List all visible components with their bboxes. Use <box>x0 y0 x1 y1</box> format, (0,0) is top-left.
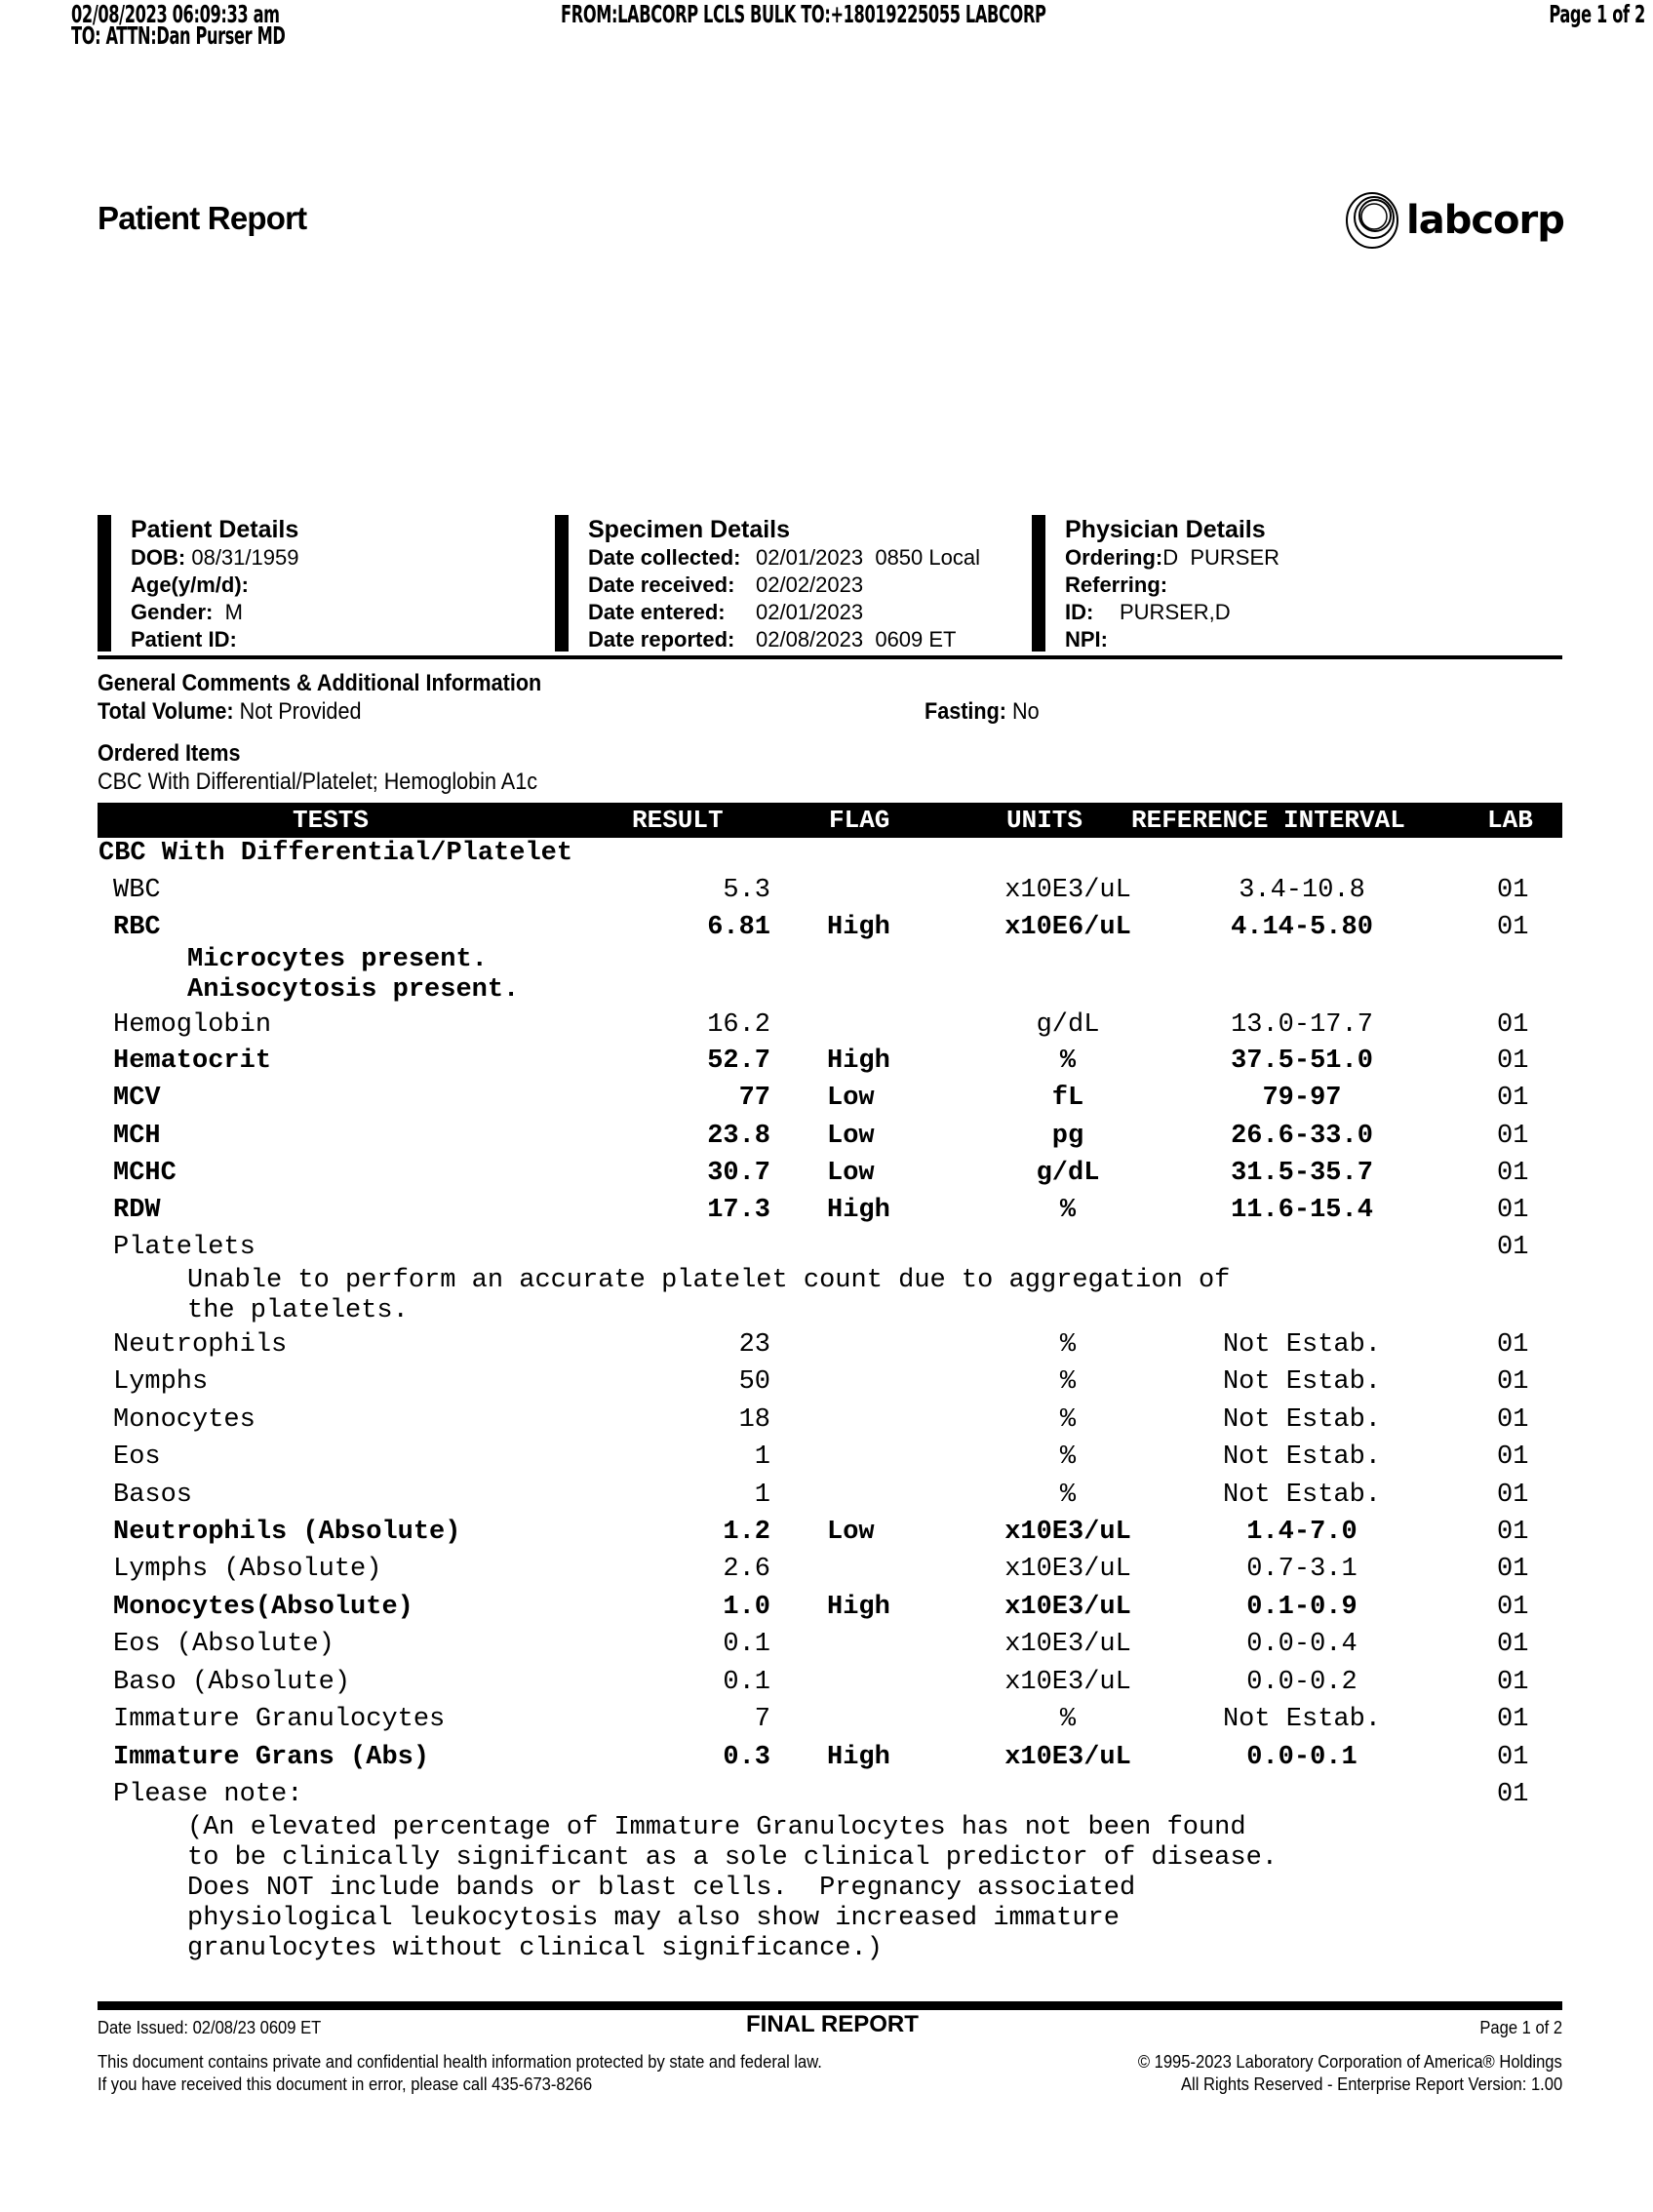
units-value: x10E3/uL <box>1004 1518 1131 1547</box>
lab-code: 01 <box>1497 1780 1529 1809</box>
lab-code: 01 <box>1497 1442 1529 1472</box>
test-name: WBC <box>113 876 161 905</box>
date-entered-label: Date entered: <box>588 600 726 624</box>
result-value: 1 <box>754 1442 770 1472</box>
date-collected-value: 02/01/2023 0850 Local <box>756 545 980 570</box>
report-version: All Rights Reserved - Enterprise Report Version: 1.00 <box>1180 2074 1562 2094</box>
lab-code: 01 <box>1497 1743 1529 1772</box>
date-entered-value: 02/01/2023 <box>756 600 864 624</box>
referring-label: Referring: <box>1065 573 1168 597</box>
reference-interval: 4.14-5.80 <box>1231 913 1373 942</box>
reference-interval: 0.7-3.1 <box>1246 1555 1358 1584</box>
fax-recipient: TO: ATTN:Dan Purser MD <box>71 21 286 50</box>
table-row <box>0 1630 1653 1667</box>
units-value: x10E3/uL <box>1004 876 1131 905</box>
flag-value: Low <box>827 1122 875 1151</box>
date-reported-value: 02/08/2023 0609 ET <box>756 627 957 652</box>
immature-granulocytes-note: (An elevated percentage of Immature Granulocytes has not been found <box>187 1813 1246 1842</box>
reference-interval: 31.5-35.7 <box>1231 1159 1373 1188</box>
units-value: x10E3/uL <box>1004 1630 1131 1659</box>
section-title: CBC With Differential/Platelet <box>98 839 573 868</box>
units-value: x10E3/uL <box>1004 1668 1131 1697</box>
test-name: Monocytes <box>113 1405 256 1435</box>
physician-id-label: ID: <box>1065 600 1094 624</box>
test-name: Neutrophils <box>113 1330 288 1360</box>
flag-value: Low <box>827 1159 875 1188</box>
test-name: Immature Grans (Abs) <box>113 1743 430 1772</box>
rbc-comment: Anisocytosis present. <box>187 975 520 1005</box>
specimen-details-heading: Specimen Details <box>588 516 791 543</box>
units-value: pg <box>1051 1122 1084 1151</box>
test-name: Neutrophils (Absolute) <box>113 1518 461 1547</box>
lab-code: 01 <box>1497 1233 1529 1262</box>
table-row <box>0 1010 1653 1047</box>
reference-interval: 1.4-7.0 <box>1246 1518 1358 1547</box>
results-table-header <box>98 803 1562 838</box>
table-row <box>0 1780 1653 1817</box>
page-title: Patient Report <box>98 200 307 236</box>
date-received-value: 02/02/2023 <box>756 573 864 597</box>
reference-interval: Not Estab. <box>1222 1367 1382 1397</box>
test-name: Basos <box>113 1481 193 1510</box>
units-value: fL <box>1051 1084 1084 1113</box>
result-value: 52.7 <box>707 1047 770 1076</box>
reference-interval: 0.0-0.1 <box>1246 1743 1358 1772</box>
footer-page-number: Page 1 of 2 <box>1479 2018 1562 2037</box>
footer-divider <box>98 2001 1562 2010</box>
reference-interval: Not Estab. <box>1222 1705 1382 1734</box>
labcorp-spiral-logo-icon <box>1344 190 1400 251</box>
flag-value: High <box>827 1196 890 1225</box>
test-name: Immature Granulocytes <box>113 1705 446 1734</box>
date-received-label: Date received: <box>588 573 735 597</box>
test-name: Hematocrit <box>113 1047 272 1076</box>
result-value: 17.3 <box>707 1196 770 1225</box>
table-row <box>0 1705 1653 1742</box>
lab-code: 01 <box>1497 1518 1529 1547</box>
test-name: Hemoglobin <box>113 1010 272 1040</box>
table-row <box>0 1442 1653 1480</box>
table-row <box>0 1367 1653 1404</box>
total-volume-value: Not Provided <box>239 698 362 725</box>
table-row <box>0 1668 1653 1705</box>
table-row <box>0 1330 1653 1367</box>
units-value: g/dL <box>1036 1159 1100 1188</box>
table-row <box>0 876 1653 913</box>
flag-value: High <box>827 913 890 942</box>
age-label: Age(y/m/d): <box>131 573 249 597</box>
gender-label: Gender: <box>131 600 214 624</box>
units-value: x10E3/uL <box>1004 1743 1131 1772</box>
table-row <box>0 1159 1653 1196</box>
lab-code: 01 <box>1497 1481 1529 1510</box>
lab-code: 01 <box>1497 1705 1529 1734</box>
date-collected-label: Date collected: <box>588 545 741 570</box>
col-header-tests: TESTS <box>293 806 370 835</box>
reference-interval: 79-97 <box>1262 1084 1342 1113</box>
result-value: 0.1 <box>723 1630 770 1659</box>
reference-interval: 0.0-0.2 <box>1246 1668 1358 1697</box>
patient-details-heading: Patient Details <box>131 516 299 543</box>
result-value: 16.2 <box>707 1010 770 1040</box>
confidentiality-notice: This document contains private and confidential health information protected by state and federal law. <box>98 2052 822 2072</box>
dob-label: DOB: <box>131 545 186 570</box>
labcorp-wordmark: labcorp <box>1406 198 1564 243</box>
lab-code: 01 <box>1497 1593 1529 1622</box>
lab-code: 01 <box>1497 1122 1529 1151</box>
result-value: 77 <box>738 1084 770 1113</box>
immature-granulocytes-note: Does NOT include bands or blast cells. Pregnancy associated <box>187 1874 1136 1903</box>
units-value: x10E6/uL <box>1004 913 1131 942</box>
reference-interval: 13.0-17.7 <box>1231 1010 1373 1040</box>
dob-value: 08/31/1959 <box>191 545 299 570</box>
result-value: 2.6 <box>723 1555 770 1584</box>
units-value: % <box>1059 1330 1077 1360</box>
copyright-line: © 1995-2023 Laboratory Corporation of America® Holdings <box>1138 2052 1562 2072</box>
result-value: 23 <box>738 1330 770 1360</box>
table-row <box>0 1555 1653 1592</box>
table-row <box>0 1084 1653 1121</box>
reference-interval: 26.6-33.0 <box>1231 1122 1373 1151</box>
table-row <box>0 1518 1653 1555</box>
units-value: x10E3/uL <box>1004 1593 1131 1622</box>
npi-label: NPI: <box>1065 627 1108 652</box>
result-value: 0.3 <box>723 1743 770 1772</box>
units-value: % <box>1059 1367 1077 1397</box>
ordered-items-heading <box>98 739 240 769</box>
test-name: Eos <box>113 1442 161 1472</box>
ordered-items-list: CBC With Differential/Platelet; Hemoglobin A1c <box>98 769 538 795</box>
lab-code: 01 <box>1497 1330 1529 1360</box>
result-value: 5.3 <box>723 876 770 905</box>
table-row <box>0 1405 1653 1442</box>
physician-id-value: PURSER,D <box>1120 600 1231 624</box>
lab-code: 01 <box>1497 913 1529 942</box>
general-comments-heading <box>98 669 541 698</box>
rbc-comment: Microcytes present. <box>187 945 488 974</box>
test-name: RDW <box>113 1196 161 1225</box>
units-value: % <box>1059 1196 1077 1225</box>
test-name: Please note: <box>113 1780 303 1809</box>
flag-value: Low <box>827 1518 875 1547</box>
result-value: 30.7 <box>707 1159 770 1188</box>
test-name: Baso (Absolute) <box>113 1668 351 1697</box>
platelet-comment: Unable to perform an accurate platelet count due to aggregation of <box>187 1266 1231 1295</box>
reference-interval: Not Estab. <box>1222 1481 1382 1510</box>
flag-value: High <box>827 1047 890 1076</box>
reference-interval: 0.1-0.9 <box>1246 1593 1358 1622</box>
lab-code: 01 <box>1497 1010 1529 1040</box>
fasting <box>925 697 1040 727</box>
test-name: Lymphs <box>113 1367 209 1397</box>
table-row <box>0 1743 1653 1780</box>
result-value: 6.81 <box>707 913 770 942</box>
units-value: % <box>1059 1442 1077 1472</box>
reference-interval: 0.0-0.4 <box>1246 1630 1358 1659</box>
physician-details-panel <box>1032 515 1553 652</box>
gender-value: M <box>224 600 243 624</box>
test-name: MCHC <box>113 1159 177 1188</box>
lab-code: 01 <box>1497 1555 1529 1584</box>
units-value: % <box>1059 1705 1077 1734</box>
col-header-result: RESULT <box>632 806 724 835</box>
table-row <box>0 1593 1653 1630</box>
table-row <box>0 1122 1653 1159</box>
units-value: x10E3/uL <box>1004 1555 1131 1584</box>
fax-from-line: FROM:LABCORP LCLS BULK TO:+18019225055 LABCORP <box>561 0 1046 28</box>
lab-code: 01 <box>1497 1668 1529 1697</box>
details-divider <box>98 655 1562 659</box>
table-row <box>0 1481 1653 1518</box>
date-reported-label: Date reported: <box>588 627 735 652</box>
fax-timestamp: 02/08/2023 06:09:33 am <box>71 0 280 28</box>
total-volume <box>98 697 361 727</box>
units-value: % <box>1059 1405 1077 1435</box>
flag-value: High <box>827 1743 890 1772</box>
result-value: 7 <box>754 1705 770 1734</box>
test-name: Platelets <box>113 1233 256 1262</box>
platelet-comment: the platelets. <box>187 1296 409 1325</box>
test-name: Monocytes(Absolute) <box>113 1593 413 1622</box>
fasting-value: No <box>1012 698 1040 725</box>
reference-interval: Not Estab. <box>1222 1442 1382 1472</box>
total-volume-label: Total Volume: <box>98 698 234 725</box>
final-report-label: FINAL REPORT <box>746 2011 919 2037</box>
units-value: % <box>1059 1047 1077 1076</box>
result-value: 1.0 <box>723 1593 770 1622</box>
patient-id-label: Patient ID: <box>131 627 237 652</box>
lab-code: 01 <box>1497 1084 1529 1113</box>
reference-interval: Not Estab. <box>1222 1330 1382 1360</box>
test-name: RBC <box>113 913 161 942</box>
test-name: Lymphs (Absolute) <box>113 1555 382 1584</box>
col-header-units: UNITS <box>1006 806 1083 835</box>
date-issued: Date Issued: 02/08/23 0609 ET <box>98 2018 322 2037</box>
flag-value: Low <box>827 1084 875 1113</box>
result-value: 0.1 <box>723 1668 770 1697</box>
reference-interval: 11.6-15.4 <box>1231 1196 1373 1225</box>
result-value: 1 <box>754 1481 770 1510</box>
table-row <box>0 1233 1653 1270</box>
reference-interval: 3.4-10.8 <box>1239 876 1365 905</box>
table-row <box>0 1047 1653 1084</box>
test-name: MCH <box>113 1122 161 1151</box>
patient-details-panel <box>98 515 540 652</box>
lab-code: 01 <box>1497 1196 1529 1225</box>
table-row <box>0 1196 1653 1233</box>
result-value: 18 <box>738 1405 770 1435</box>
flag-value: High <box>827 1593 890 1622</box>
lab-code: 01 <box>1497 1159 1529 1188</box>
units-value: g/dL <box>1036 1010 1100 1040</box>
physician-details-heading: Physician Details <box>1065 516 1266 543</box>
col-header-reference: REFERENCE INTERVAL <box>1131 806 1405 835</box>
error-contact-notice: If you have received this document in error, please call 435-673-8266 <box>98 2074 593 2094</box>
result-value: 50 <box>738 1367 770 1397</box>
immature-granulocytes-note: to be clinically significant as a sole clinical predictor of disease. <box>187 1843 1278 1873</box>
result-value: 1.2 <box>723 1518 770 1547</box>
col-header-lab: LAB <box>1487 806 1533 835</box>
ordering-value: D PURSER <box>1162 545 1280 570</box>
fax-page-number: Page 1 of 2 <box>1549 0 1645 28</box>
lab-code: 01 <box>1497 876 1529 905</box>
col-header-flag: FLAG <box>829 806 890 835</box>
general-comments-heading-text: General Comments & Additional Information <box>98 670 542 696</box>
ordering-label: Ordering: <box>1065 545 1163 570</box>
reference-interval: 37.5-51.0 <box>1231 1047 1373 1076</box>
lab-code: 01 <box>1497 1367 1529 1397</box>
lab-code: 01 <box>1497 1047 1529 1076</box>
reference-interval: Not Estab. <box>1222 1405 1382 1435</box>
immature-granulocytes-note: physiological leukocytosis may also show increased immature <box>187 1904 1120 1933</box>
lab-code: 01 <box>1497 1630 1529 1659</box>
labcorp-logo <box>1344 190 1564 251</box>
ordered-items-heading-text: Ordered Items <box>98 740 241 767</box>
units-value: % <box>1059 1481 1077 1510</box>
immature-granulocytes-note: granulocytes without clinical significance.) <box>187 1934 883 1963</box>
test-name: Eos (Absolute) <box>113 1630 335 1659</box>
specimen-details-panel <box>555 515 1037 652</box>
lab-code: 01 <box>1497 1405 1529 1435</box>
test-name: MCV <box>113 1084 161 1113</box>
result-value: 23.8 <box>707 1122 770 1151</box>
fasting-label: Fasting: <box>925 698 1006 725</box>
